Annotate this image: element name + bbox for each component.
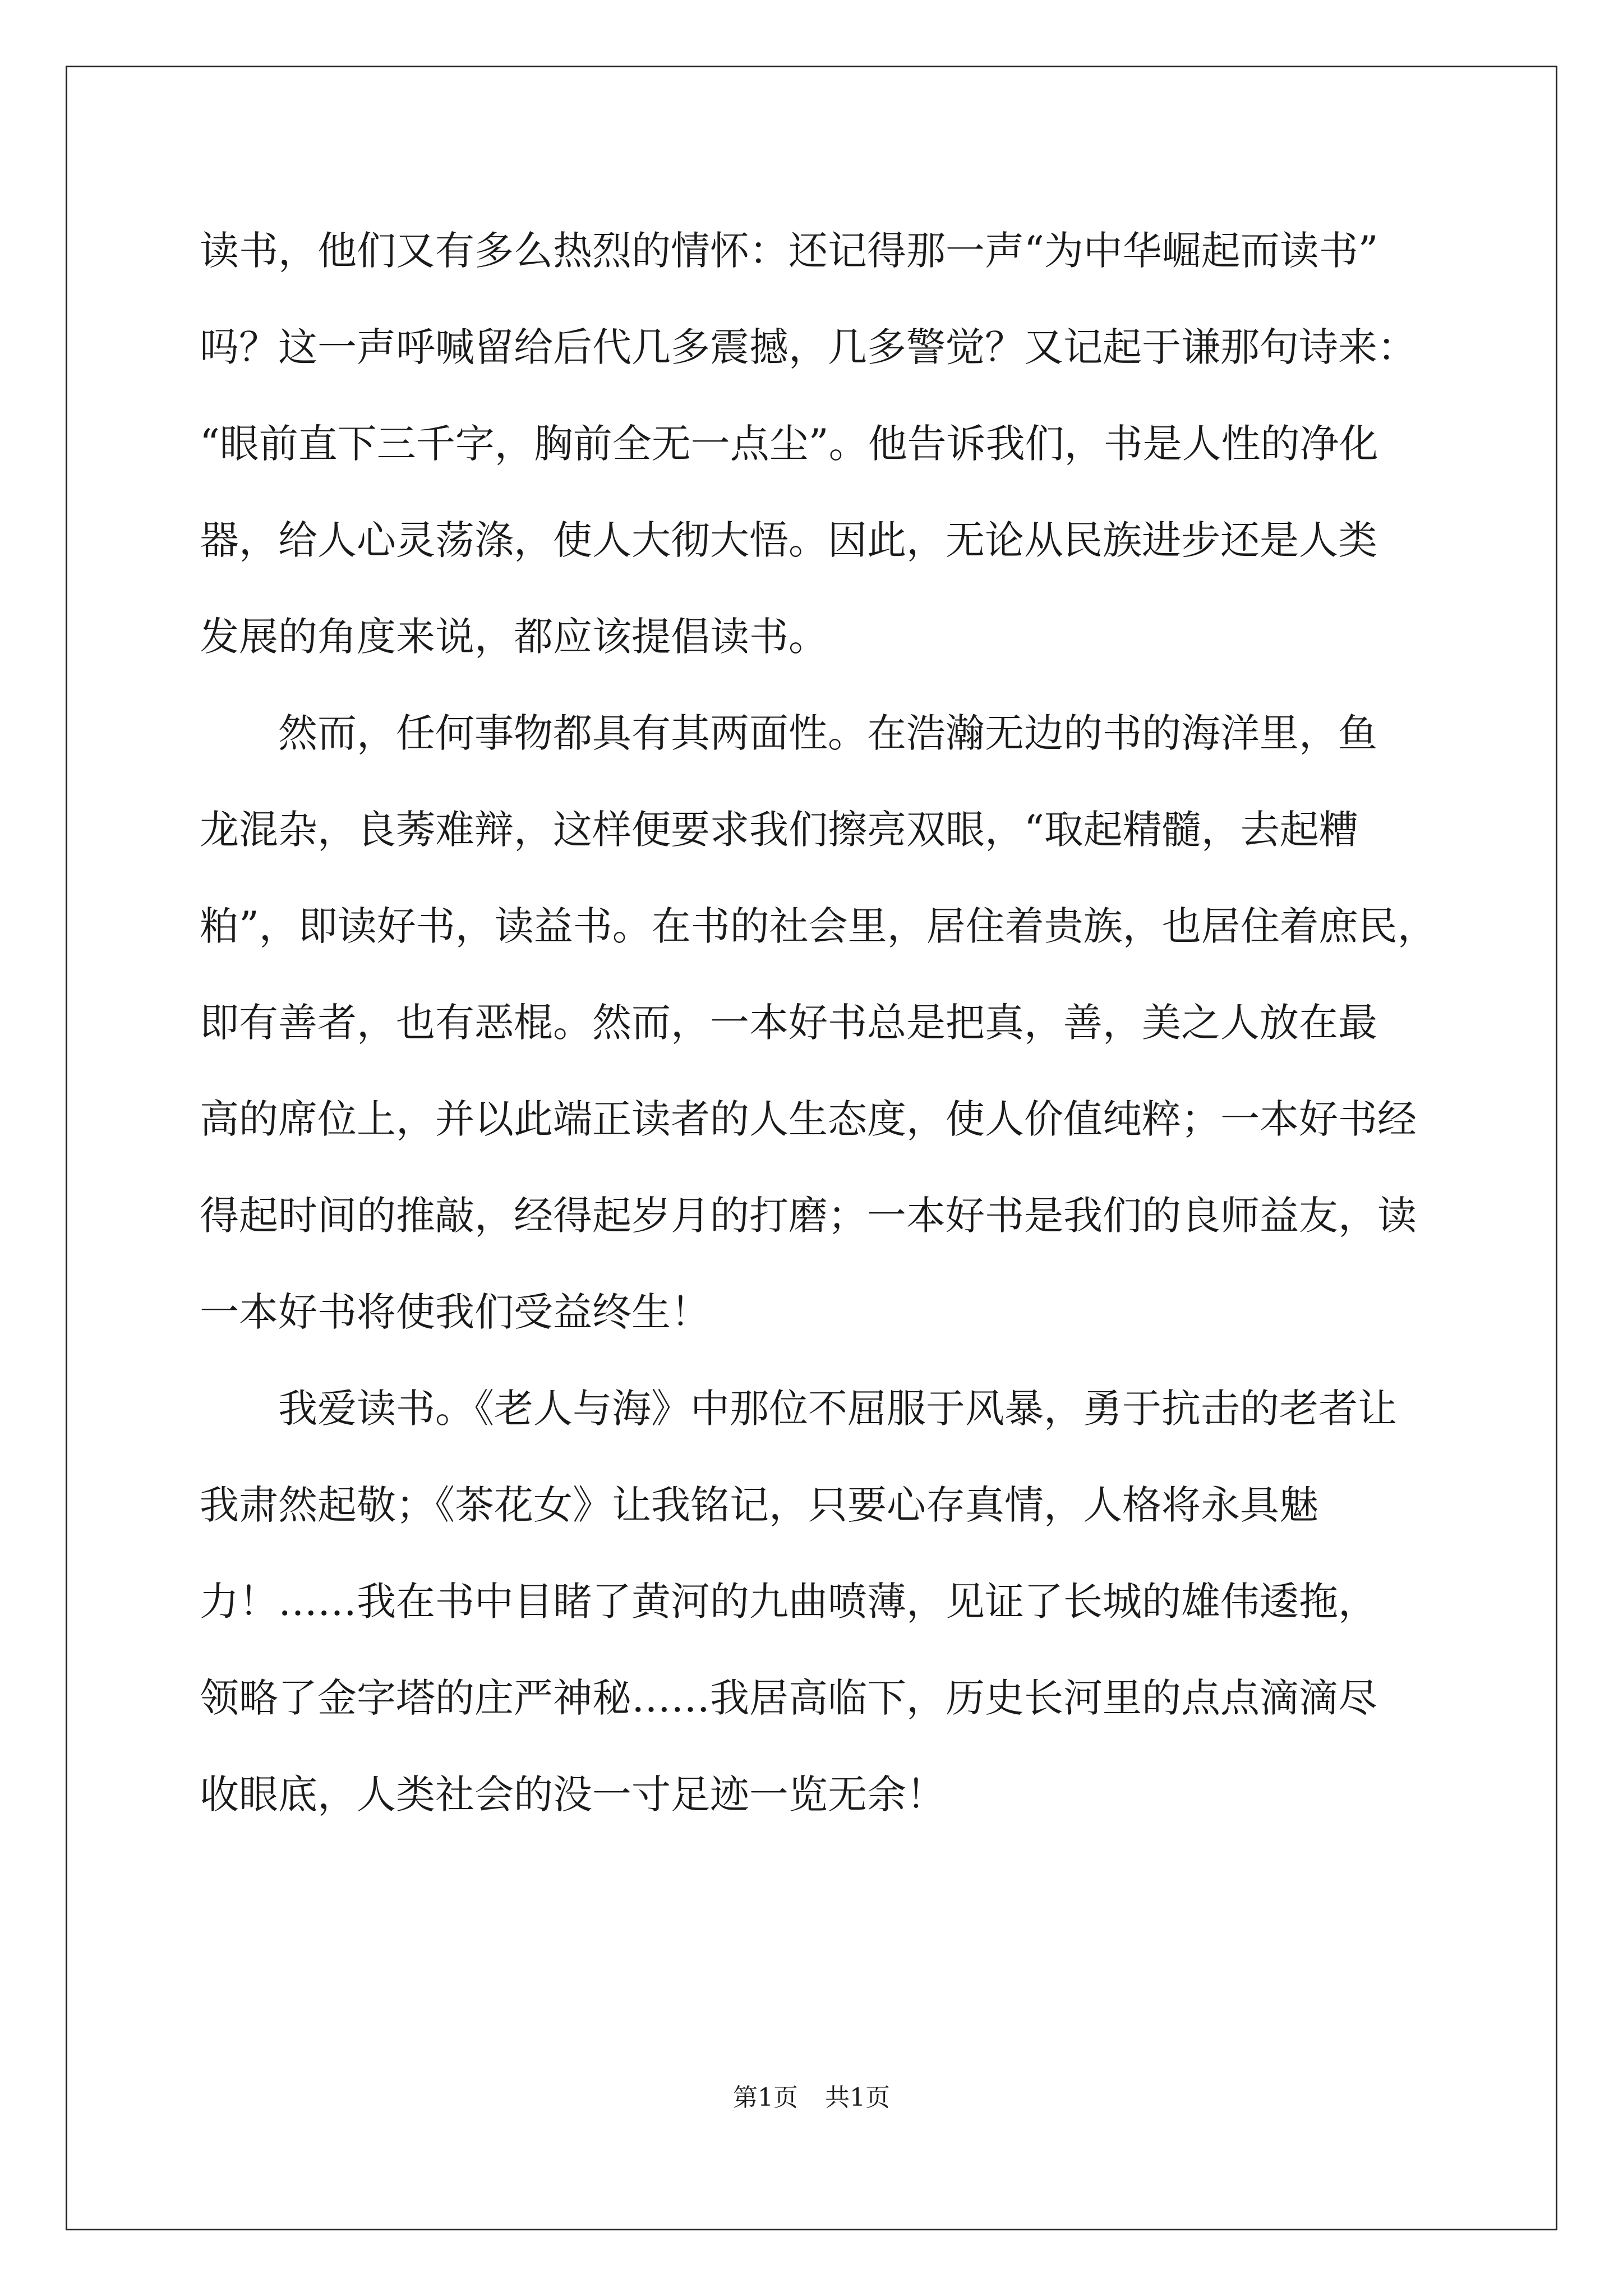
- text-line: 我肃然起敬；《茶花女》让我铭记，只要心存真情，人格将永具魅: [200, 1482, 1318, 1528]
- text-line: 吗？这一声呼喊留给后代几多震撼，几多警觉？又记起于谦那句诗来：: [200, 324, 1417, 370]
- text-line: 力！……我在书中目睹了黄河的九曲喷薄，见证了长城的雄伟逶拖，: [200, 1579, 1377, 1625]
- page-number: 第1页: [733, 2083, 798, 2112]
- text-line: 即有善者，也有恶棍。然而，一本好书总是把真，善，美之人放在最: [200, 1000, 1377, 1046]
- text-line: 高的席位上，并以此端正读者的人生态度，使人价值纯粹；一本好书经: [200, 1096, 1417, 1142]
- text-line: 龙混杂，良莠难辩，这样便要求我们擦亮双眼，“取起精髓，去起糟: [200, 807, 1358, 853]
- text-line: “眼前直下三千字，胸前全无一点尘”。他告诉我们，书是人性的净化: [200, 421, 1378, 467]
- paragraph-first-line: 我爱读书。《老人与海》中那位不屈服于风暴，勇于抗击的老者让: [278, 1386, 1397, 1432]
- page-footer: [0, 2081, 1623, 2115]
- text-line: 一本好书将使我们受益终生！: [200, 1289, 710, 1335]
- text-line: 得起时间的推敲，经得起岁月的打磨；一本好书是我们的良师益友，读: [200, 1193, 1417, 1239]
- text-line: 读书，他们又有多么热烈的情怀：还记得那一声“为中华崛起而读书”: [200, 228, 1378, 274]
- page-border: [66, 66, 1557, 2230]
- text-line: 粕”，即读好书，读益书。在书的社会里，居住着贵族，也居住着庶民，: [200, 903, 1437, 949]
- paragraph-first-line: 然而，任何事物都具有其两面性。在浩瀚无边的书的海洋里，鱼: [278, 710, 1377, 756]
- text-line: 器，给人心灵荡涤，使人大彻大悟。因此，无论从民族进步还是人类: [200, 517, 1377, 563]
- page-total: 共1页: [825, 2083, 890, 2112]
- text-line: 发展的角度来说，都应该提倡读书。: [200, 614, 828, 660]
- text-line: 领略了金字塔的庄严神秘……我居高临下，历史长河里的点点滴滴尽: [200, 1675, 1377, 1721]
- text-line: 收眼底，人类社会的没一寸足迹一览无余！: [200, 1772, 946, 1818]
